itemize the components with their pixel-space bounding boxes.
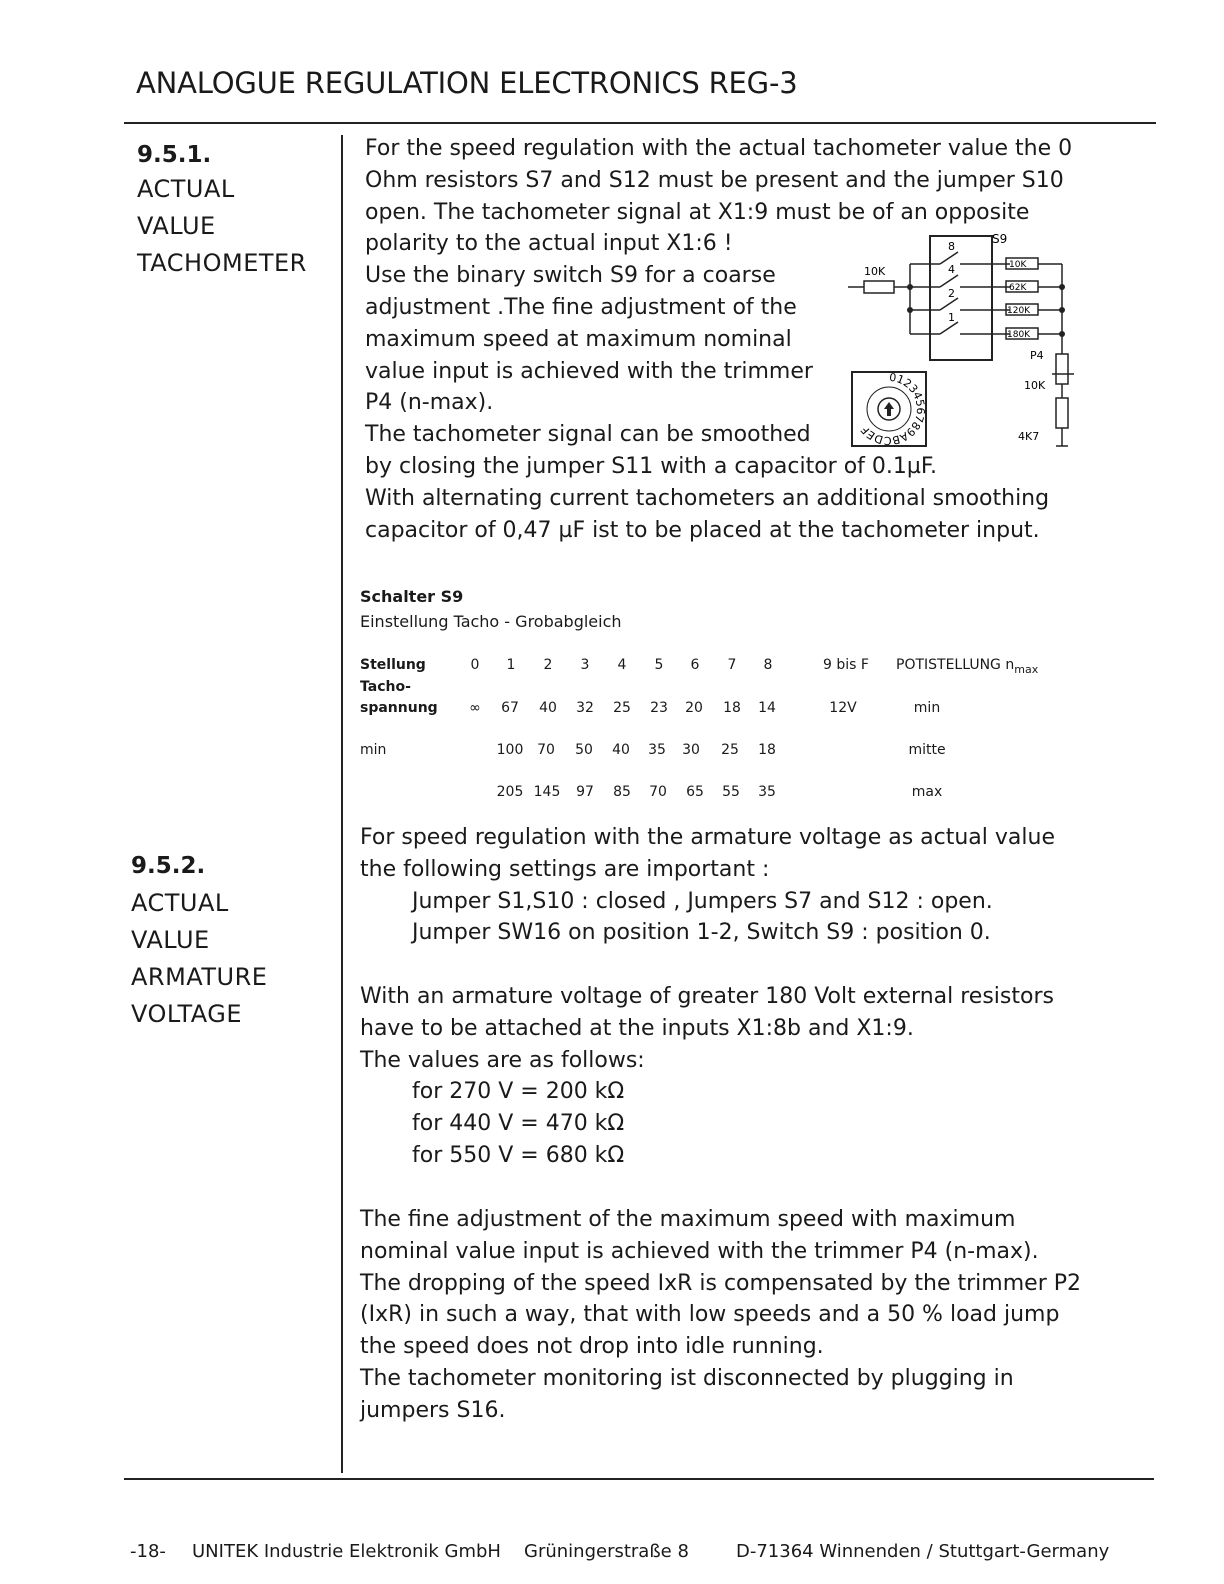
table-cell: 32 <box>576 700 594 716</box>
switch-position: 4 <box>948 263 955 276</box>
switch-position: 1 <box>948 311 955 324</box>
table-cell: 7 <box>727 657 737 673</box>
table-cell: 70 <box>537 742 555 758</box>
section-title-line: VOLTAGE <box>131 1000 243 1028</box>
table-cell: 1 <box>506 657 516 673</box>
section-title-line: TACHOMETER <box>137 249 307 277</box>
table-cell: 6 <box>690 657 700 673</box>
text-line: Jumper S1,S10 : closed , Jumpers S7 and S12 : open. <box>412 888 993 914</box>
text-line: polarity to the actual input X1:6 ! <box>365 231 733 257</box>
bottom-resistor-label: 4K7 <box>1018 430 1040 443</box>
table-heading: Schalter S9 <box>360 587 464 606</box>
row-label: min <box>360 742 387 758</box>
table-cell: 50 <box>575 742 593 758</box>
switch-position: 8 <box>948 240 955 253</box>
resistor-value: 120K <box>1007 306 1031 316</box>
text-line: With alternating current tachometers an additional smoothing <box>365 485 1050 511</box>
section-title-line: ARMATURE <box>131 963 268 991</box>
table-cell: max <box>911 784 943 800</box>
text-line: capacitor of 0,47 µF ist to be placed at the tachometer input. <box>365 517 1040 543</box>
armature-paragraph-3 <box>360 1204 1081 1427</box>
dial-characters: 0123456789ABCDEF <box>858 370 928 448</box>
table-cell: 0 <box>470 657 480 673</box>
text-line: With an armature voltage of greater 180 Volt external resistors <box>360 984 1054 1009</box>
text-line: the speed does not drop into idle running. <box>360 1334 824 1360</box>
trimmer-value: 10K <box>1024 379 1046 392</box>
text-line: The tachometer signal can be smoothed <box>365 422 811 448</box>
table-cell: 40 <box>539 700 557 716</box>
table-cell: 65 <box>686 784 704 800</box>
switch-position: 2 <box>948 287 955 300</box>
section-title <box>131 885 267 1033</box>
row-label: spannung <box>360 700 438 716</box>
text-line: open. The tachometer signal at X1:9 must be of an opposite <box>365 199 1030 225</box>
footer-rule <box>124 1478 1154 1480</box>
table-cell: mitte <box>908 742 946 758</box>
row-label: Tacho- <box>360 679 411 695</box>
text-line: Use the binary switch S9 for a coarse <box>365 263 776 289</box>
table-cell: 3 <box>580 657 590 673</box>
footer-page-number: -18- <box>130 1541 166 1562</box>
section-title-line: VALUE <box>137 212 216 240</box>
section-title-line: ACTUAL <box>137 175 235 203</box>
table-cell: 5 <box>654 657 664 673</box>
table-cell: 4 <box>617 657 627 673</box>
table-cell: min <box>913 700 941 716</box>
section-number: 9.5.1. <box>137 142 212 168</box>
text-line: for 550 V = 680 kΩ <box>412 1142 625 1168</box>
text-line: For speed regulation with the armature voltage as actual value <box>360 825 1055 850</box>
armature-paragraph-2 <box>360 981 1054 1172</box>
table-cell: 25 <box>613 700 631 716</box>
table-cell: 97 <box>576 784 594 800</box>
text-line: Ohm resistors S7 and S12 must be present and the jumper S10 <box>365 167 1064 193</box>
text-line: For the speed regulation with the actual tachometer value the 0 <box>365 136 1073 161</box>
text-line: for 270 V = 200 kΩ <box>412 1079 625 1105</box>
text-line: by closing the jumper S11 with a capacitor of 0.1µF. <box>365 453 937 479</box>
footer-street: Grüningerstraße 8 <box>524 1541 689 1562</box>
text-line: The dropping of the speed IxR is compensated by the trimmer P2 <box>360 1270 1081 1296</box>
text-line: The fine adjustment of the maximum speed with maximum <box>360 1207 1016 1232</box>
table-cell: 55 <box>722 784 740 800</box>
text-line: (IxR) in such a way, that with low speeds and a 50 % load jump <box>360 1302 1060 1328</box>
table-cell: 70 <box>649 784 667 800</box>
table-cell: 205 <box>496 784 524 800</box>
table-cell: 20 <box>685 700 703 716</box>
text-line: for 440 V = 470 kΩ <box>412 1111 625 1137</box>
text-line: Jumper SW16 on position 1-2, Switch S9 : position 0. <box>412 920 991 946</box>
table-cell: 14 <box>758 700 776 716</box>
switch-label: S9 <box>992 232 1008 246</box>
trimmer-label: P4 <box>1030 349 1044 362</box>
text-line: The tachometer monitoring ist disconnected by plugging in <box>360 1365 1014 1391</box>
page-title: ANALOGUE REGULATION ELECTRONICS REG-3 <box>136 66 798 100</box>
table-subheading: Einstellung Tacho - Grobabgleich <box>360 612 622 631</box>
table-cell: ∞ <box>469 700 481 716</box>
text-line: nominal value input is achieved with the trimmer P4 (n-max). <box>360 1238 1039 1264</box>
table-cell: 35 <box>648 742 666 758</box>
table-cell: 25 <box>721 742 739 758</box>
section-title-line: VALUE <box>131 926 210 954</box>
footer-company: UNITEK Industrie Elektronik GmbH <box>192 1541 501 1562</box>
table-cell: 2 <box>543 657 553 673</box>
armature-paragraph-1 <box>360 822 1055 949</box>
table-cell: 18 <box>723 700 741 716</box>
poti-header: POTISTELLUNG $n_{max}$ <box>896 657 1039 676</box>
table-cell: 145 <box>533 784 561 800</box>
resistor-value: 180K <box>1007 330 1031 340</box>
resistor-value: 10K <box>1009 260 1027 270</box>
text-line: value input is achieved with the trimmer <box>365 358 813 384</box>
text-line: the following settings are important : <box>360 856 770 882</box>
text-line: adjustment .The fine adjustment of the <box>365 294 797 320</box>
table-cell: 23 <box>650 700 668 716</box>
text-line: maximum speed at maximum nominal <box>365 326 792 352</box>
input-resistor-label: 10K <box>864 265 886 278</box>
text-line: have to be attached at the inputs X1:8b and X1:9. <box>360 1015 914 1041</box>
table-cell: 30 <box>682 742 700 758</box>
table-cell: 40 <box>612 742 630 758</box>
text-line: jumpers S16. <box>360 1397 506 1423</box>
table-cell: 35 <box>758 784 776 800</box>
section-number: 9.5.2. <box>131 853 206 879</box>
table-cell: 18 <box>758 742 776 758</box>
row-label: Stellung <box>360 657 426 673</box>
table-cell: 12V <box>829 700 857 716</box>
table-cell: 100 <box>496 742 524 758</box>
section-title-line: ACTUAL <box>131 889 229 917</box>
footer-city: D-71364 Winnenden / Stuttgart-Germany <box>736 1541 1110 1562</box>
resistor-value: 62K <box>1009 283 1027 293</box>
table-cell: 85 <box>613 784 631 800</box>
table-cell: 67 <box>501 700 519 716</box>
text-line: P4 (n-max). <box>365 390 494 416</box>
table-cell: 9 bis F <box>823 657 869 673</box>
table-cell: 8 <box>763 657 773 673</box>
text-line: The values are as follows: <box>360 1047 645 1073</box>
